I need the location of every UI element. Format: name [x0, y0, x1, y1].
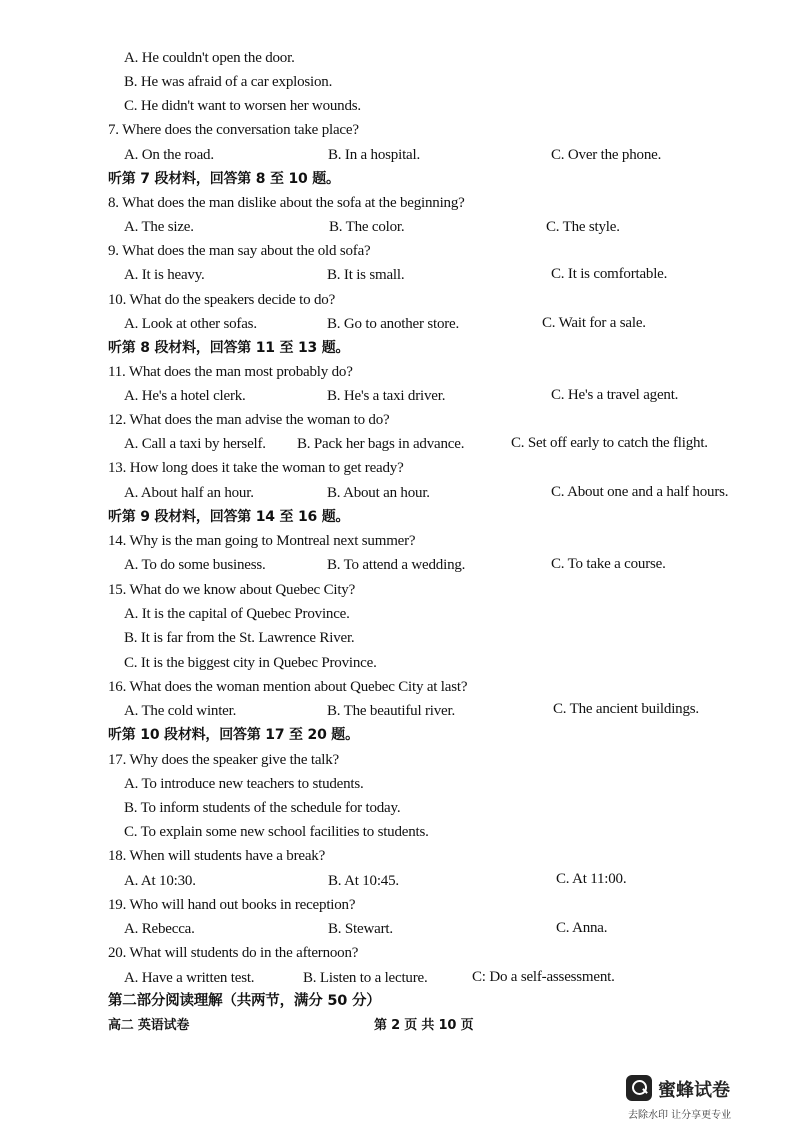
- q8-question: 8. What does the man dislike about the sofa at the beginning?: [108, 195, 465, 211]
- watermark: [626, 1075, 756, 1119]
- q14-option-b: B. To attend a wedding.: [327, 557, 466, 573]
- q13-option-c: C. About one and a half hours.: [551, 484, 729, 500]
- q9-question: 9. What does the man say about the old sofa?: [108, 243, 371, 259]
- q11-option-b: B. He's a taxi driver.: [327, 388, 446, 404]
- q19-option-a: A. Rebecca.: [124, 921, 195, 937]
- q12-option-a: A. Call a taxi by herself.: [124, 436, 266, 452]
- q18-option-c: C. At 11:00.: [556, 871, 627, 887]
- magnifier-q-icon: [626, 1075, 652, 1101]
- q16-option-c: C. The ancient buildings.: [553, 701, 699, 717]
- q6-option-a: A. He couldn't open the door.: [124, 50, 295, 66]
- q19-option-c: C. Anna.: [556, 920, 608, 936]
- q7-question: 7. Where does the conversation take place?: [108, 122, 359, 138]
- q18-option-a: A. At 10:30.: [124, 873, 196, 889]
- q6-option-c: C. He didn't want to worsen her wounds.: [124, 98, 361, 114]
- q17-option-b: B. To inform students of the schedule for today.: [124, 800, 401, 816]
- q8-option-b: B. The color.: [329, 219, 405, 235]
- q9-option-c: C. It is comfortable.: [551, 266, 668, 282]
- footer-course: 高二 英语试卷: [108, 1018, 190, 1033]
- q16-question: 16. What does the woman mention about Quebec City at last?: [108, 679, 468, 695]
- section-10-heading: 听第 10 段材料，回答第 17 至 20 题。: [108, 727, 359, 743]
- section-7-heading: 听第 7 段材料，回答第 8 至 10 题。: [108, 171, 340, 187]
- q13-question: 13. How long does it take the woman to get ready?: [108, 460, 404, 476]
- q19-question: 19. Who will hand out books in reception?: [108, 897, 356, 913]
- q15-option-c: C. It is the biggest city in Quebec Province.: [124, 655, 377, 671]
- q14-option-c: C. To take a course.: [551, 556, 666, 572]
- q16-option-b: B. The beautiful river.: [327, 703, 456, 719]
- q11-option-c: C. He's a travel agent.: [551, 387, 679, 403]
- section-9-heading: 听第 9 段材料，回答第 14 至 16 题。: [108, 509, 350, 525]
- q20-option-b: B. Listen to a lecture.: [303, 970, 428, 986]
- q20-option-a: A. Have a written test.: [124, 970, 255, 986]
- q8-option-c: C. The style.: [546, 219, 620, 235]
- q7-option-a: A. On the road.: [124, 147, 214, 163]
- q8-option-a: A. The size.: [124, 219, 194, 235]
- q18-option-b: B. At 10:45.: [328, 873, 399, 889]
- q11-option-a: A. He's a hotel clerk.: [124, 388, 246, 404]
- q12-option-b: B. Pack her bags in advance.: [297, 436, 465, 452]
- q17-option-a: A. To introduce new teachers to students.: [124, 776, 364, 792]
- q7-option-c: C. Over the phone.: [551, 147, 662, 163]
- section-8-heading: 听第 8 段材料，回答第 11 至 13 题。: [108, 340, 350, 356]
- q17-question: 17. Why does the speaker give the talk?: [108, 752, 340, 768]
- q10-option-a: A. Look at other sofas.: [124, 316, 257, 332]
- watermark-title: 蜜蜂试卷: [658, 1080, 730, 1101]
- q12-question: 12. What does the man advise the woman to do?: [108, 412, 390, 428]
- q15-option-b: B. It is far from the St. Lawrence River.: [124, 630, 355, 646]
- q10-option-c: C. Wait for a sale.: [542, 315, 646, 331]
- q15-question: 15. What do we know about Quebec City?: [108, 582, 356, 598]
- q18-question: 18. When will students have a break?: [108, 848, 326, 864]
- q13-option-a: A. About half an hour.: [124, 485, 254, 501]
- q11-question: 11. What does the man most probably do?: [108, 364, 353, 380]
- q17-option-c: C. To explain some new school facilities to students.: [124, 824, 429, 840]
- part2-heading: 第二部分阅读理解（共两节，满分 50 分）: [108, 993, 381, 1009]
- q20-question: 20. What will students do in the afternoon?: [108, 945, 359, 961]
- q10-question: 10. What do the speakers decide to do?: [108, 292, 336, 308]
- q10-option-b: B. Go to another store.: [327, 316, 460, 332]
- q20-option-c: C: Do a self-assessment.: [472, 969, 615, 985]
- q9-option-b: B. It is small.: [327, 267, 405, 283]
- q12-option-c: C. Set off early to catch the flight.: [511, 435, 708, 451]
- q13-option-b: B. About an hour.: [327, 485, 430, 501]
- q14-question: 14. Why is the man going to Montreal next summer?: [108, 533, 416, 549]
- q7-option-b: B. In a hospital.: [328, 147, 421, 163]
- q19-option-b: B. Stewart.: [328, 921, 393, 937]
- q6-option-b: B. He was afraid of a car explosion.: [124, 74, 333, 90]
- q9-option-a: A. It is heavy.: [124, 267, 205, 283]
- q14-option-a: A. To do some business.: [124, 557, 266, 573]
- q16-option-a: A. The cold winter.: [124, 703, 237, 719]
- watermark-subtitle: 去除水印 让分享更专业: [628, 1110, 732, 1121]
- footer-page-number: 第 2 页 共 10 页: [374, 1018, 474, 1033]
- q15-option-a: A. It is the capital of Quebec Province.: [124, 606, 350, 622]
